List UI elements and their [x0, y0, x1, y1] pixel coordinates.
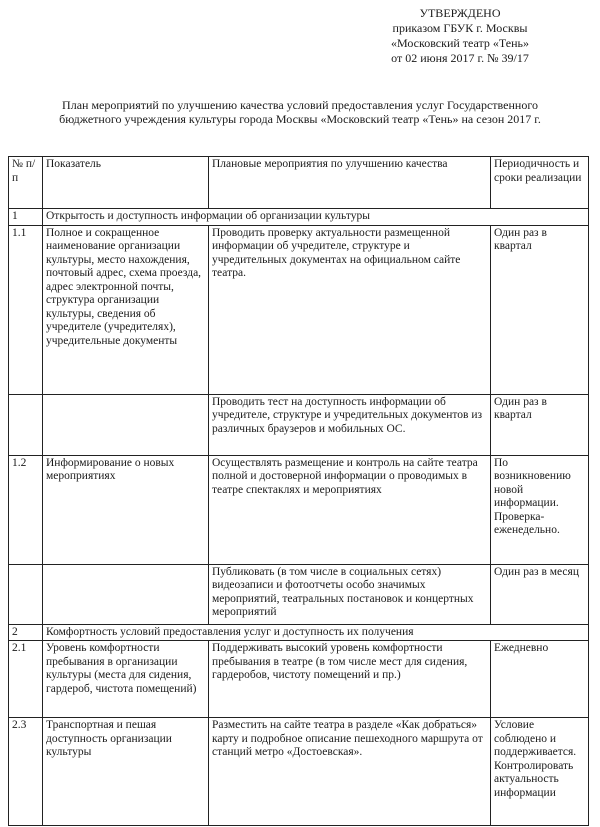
row-measure: Публиковать (в том числе в социальных сетях) видеозаписи и фотоотчеты особо значимых мероприятий, театральных постановок и концертных мероприятий — [209, 564, 491, 624]
document-title-line-2: бюджетного учреждения культуры города Москвы «Московский театр «Тень» на сезон 2017 г. — [59, 112, 541, 126]
row-number — [9, 394, 43, 455]
approval-date: от 02 июня 2017 г. № 39/17 — [391, 51, 529, 65]
row-indicator — [43, 564, 209, 624]
row-measure: Проводить тест на доступность информации об учредителе, структуре и учредительных документов из различных браузеров и мобильных ОС. — [209, 394, 491, 455]
section-number: 2 — [9, 624, 43, 641]
row-number: 1.2 — [9, 455, 43, 564]
document-title — [14, 98, 586, 126]
section-row — [9, 209, 589, 226]
row-number: 2.1 — [9, 641, 43, 718]
row-measure: Поддерживать высокий уровень комфортности пребывания в театре (в том числе мест для сидения, гардеробов, чистоту помещений и пр.) — [209, 641, 491, 718]
row-period: Ежедневно — [491, 641, 589, 718]
row-period: Условие соблюдено и поддерживается. Контролировать актуальность информации — [491, 718, 589, 826]
header-number: № п/п — [9, 157, 43, 209]
table-row — [9, 718, 589, 826]
section-number: 1 — [9, 209, 43, 226]
row-measure: Разместить на сайте театра в разделе «Как добраться» карту и подробное описание пешеходного маршрута от станций метро «Достоевская». — [209, 718, 491, 826]
header-indicator: Показатель — [43, 157, 209, 209]
section-label: Комфортность условий предоставления услуг и доступность их получения — [43, 624, 589, 641]
header-period: Периодичность и сроки реализации — [491, 157, 589, 209]
header-measures: Плановые мероприятия по улучшению качества — [209, 157, 491, 209]
table-row — [9, 225, 589, 394]
approval-order: приказом ГБУК г. Москвы — [392, 21, 528, 35]
row-period: Один раз в месяц — [491, 564, 589, 624]
plan-table — [8, 156, 589, 826]
table-row — [9, 564, 589, 624]
approval-heading: УТВЕРЖДЕНО — [419, 6, 501, 20]
document-title-line-1: План мероприятий по улучшению качества условий предоставления услуг Государственного — [62, 98, 538, 112]
row-indicator — [43, 394, 209, 455]
header-row — [9, 157, 589, 209]
approval-stamp — [340, 6, 580, 66]
section-row — [9, 624, 589, 641]
row-period: Один раз в квартал — [491, 394, 589, 455]
row-indicator: Транспортная и пешая доступность организации культуры — [43, 718, 209, 826]
row-indicator: Полное и сокращенное наименование организации культуры, место нахождения, почтовый адрес, схема проезда, адрес электронной почты, структура организации культуры, сведения об учредителе (учредителях), учредительные документы — [43, 225, 209, 394]
row-measure: Проводить проверку актуальности размещенной информации об учредителе, структуре и учредительных документах на официальном сайте театра. — [209, 225, 491, 394]
row-measure: Осуществлять размещение и контроль на сайте театра полной и достоверной информации о проводимых в театре спектаклях и мероприятиях — [209, 455, 491, 564]
row-indicator: Уровень комфортности пребывания в организации культуры (места для сидения, гардероб, чистота помещений) — [43, 641, 209, 718]
section-label: Открытость и доступность информации об организации культуры — [43, 209, 589, 226]
row-period: По возникновению новой информации. Проверка-еженедельно. — [491, 455, 589, 564]
row-number: 2.3 — [9, 718, 43, 826]
row-number: 1.1 — [9, 225, 43, 394]
table-row — [9, 394, 589, 455]
row-period: Один раз в квартал — [491, 225, 589, 394]
row-number — [9, 564, 43, 624]
table-row — [9, 455, 589, 564]
approval-organization: «Московский театр «Тень» — [390, 36, 530, 50]
table-row — [9, 641, 589, 718]
row-indicator: Информирование о новых мероприятиях — [43, 455, 209, 564]
